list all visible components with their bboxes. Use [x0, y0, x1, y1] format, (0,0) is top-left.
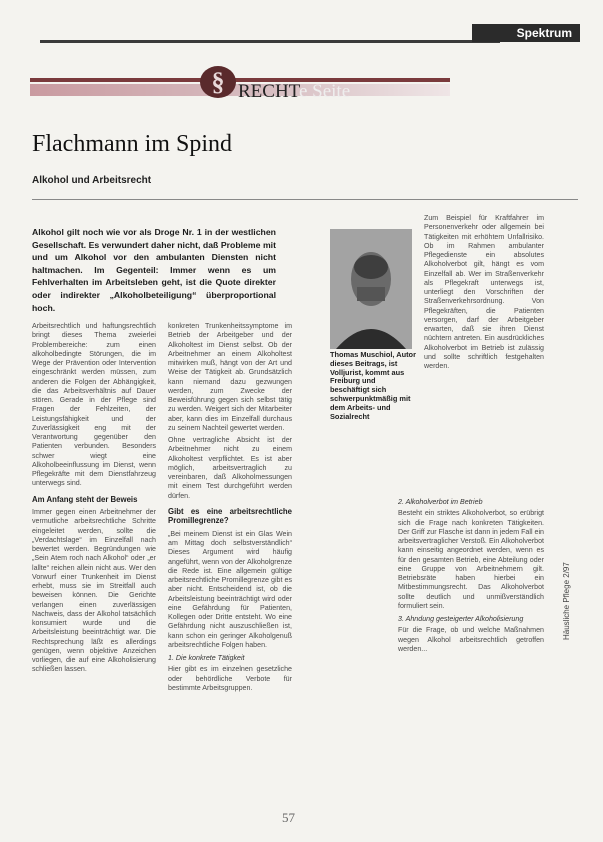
column-title-rest: e Seite — [298, 81, 351, 102]
side-credit: Häusliche Pflege 2/97 — [562, 562, 571, 640]
paragraph: konkreten Trunkenheitssymptome im Betrieb der Arbeitgeber und der Alkoholtest im Dienst selbst. Ob der Arbeitnehmer an einem Alkoholtest mitwirken muß, hängt von der Art und Weise der Tätigkeit ab. Grundsätzlich kann niemand dazu gezwungen werden, zum Zwecke der Beweisführung gegen sich selbst tätig zu werden. Weigert sich der Mitarbeiter aber, kann dies im Einzelfall durchaus zu seinem Nachteil gewertet werden. — [168, 322, 292, 432]
paragraph: Für die Frage, ob und welche Maßnahmen wegen Alkohol arbeitsrechtlich getroffen werden... — [398, 626, 544, 653]
paragraph: Zum Beispiel für Kraftfahrer im Personenverkehr oder allgemein bei Tätigkeiten mit erhöhtem Unfallrisiko. Ob im Rahmen ambulanter Pflegedienste ein absolutes Alkoholverbot gilt, hängt es vom Einzelfall ab. Wer im Straßenverkehr als Pflegekraft unterwegs ist, unterliegt den Vorschriften der Straßenverkehrsordnung. Von Pflegekräften, die Patienten versorgen, darf der Arbeitgeber erwarten, daß sie ihren Dienst nüchtern antreten. Ein ausdrückliches Alkoholverbot im Betrieb ist zulässig und sollte schriftlich festgehalten werden. — [424, 214, 544, 370]
photo-caption: Thomas Muschiol, Autor dieses Beitrags, ist Volljurist, kommt aus Freiburg und beschäftigt sich schwerpunktmäßig mit dem Arbeits- und Sozialrecht — [330, 350, 416, 421]
subsection-heading: 1. Die konkrete Tätigkeit — [168, 654, 245, 663]
article-lead: Alkohol gilt noch wie vor als Droge Nr. 1 in der westlichen Gesellschaft. Es verwundert daher nicht, daß Probleme mit und um Alkohol vor den ambulanten Diensten nicht haltmachen. Im Gegenteil: Immer wenn es um Fehlverhalten im Arbeitsleben geht, ist die Quote direkter oder indirekter „Alkoholbeteiligung“ überproportional hoch. — [32, 227, 276, 313]
author-photo — [330, 229, 412, 349]
paragraph-section-icon — [198, 64, 238, 105]
divider — [32, 199, 578, 200]
column-3-bottom — [398, 494, 544, 657]
paragraph: Immer gegen einen Arbeitnehmer der vermutliche arbeitsrechtliche Schritte eingeleitet werden, sollte die „Verdachtslage“ im Einzelfall nach bewertet werden. Begründungen wie „Sein Atem roch nach Alkohol“ oder „er lallte“ reichen allein nicht aus. Wer den Vorwurf einer Trunkenheit im Dienst erhebt, muss sie im Streitfall auch beweisen können. Die Gerichte verlangen einen zuverlässigen Nachweis, dass der Alkohol tatsächlich konsumiert wurde und die Arbeitsleistung beeinträchtigt war. Die Rechtsprechung läßt es allerdings genügen, wenn objektive Anzeichen vorliegen, die auf eine Alkoholisierung schließen lassen. — [32, 508, 156, 674]
column-title-main: RECHT — [238, 81, 299, 102]
paragraph: Ohne vertragliche Absicht ist der Arbeitnehmer nicht zu einem Alkoholtest verpflichtet. Es ist aber möglich, arbeitsvertraglich zu vereinbaren, daß Alkoholmessungen mit einem Test durchgeführt werden dürfen. — [168, 436, 292, 500]
section-heading: Am Anfang steht der Beweis — [32, 494, 138, 504]
paragraph: Hier gibt es im einzelnen gesetzliche oder behördliche Verbote für bestimmte Arbeitsgruppen. — [168, 665, 292, 692]
column-title — [238, 81, 350, 103]
column-1 — [32, 322, 156, 678]
subsection-heading: 2. Alkoholverbot im Betrieb — [398, 498, 483, 506]
paragraph: Besteht ein striktes Alkoholverbot, so erübrigt sich die Frage nach konkreten Tätigkeiten. Der Griff zur Flasche ist dann in jedem Fall ein arbeitsvertraglicher Verstoß. Ein Alkoholverbot kann einseitig angeordnet werden, wenn es für den gesamten Betrieb, eine Abteilung oder eine Gruppe von Arbeitnehmern gilt. Betriebsräte haben hierbei ein Mitbestimmungsrecht. Das Alkoholverbot sollte deutlich und unmißverständlich formuliert sein. — [398, 509, 544, 610]
article-subtitle: Alkohol und Arbeitsrecht — [32, 175, 152, 186]
page-number: 57 — [282, 810, 295, 825]
article-headline: Flachmann im Spind — [32, 131, 232, 157]
header-rule — [40, 40, 500, 43]
svg-text:§: § — [211, 67, 225, 96]
paragraph: Arbeitsrechtlich und haftungsrechtlich bringt dieses Thema zweierlei Problembereiche: zum einen alkoholbedingte Störungen, die im Wege der Prävention oder Intervention eingeschränkt werden müssen, zum anderen die Folgen der Abhängigkeit, die das Arbeitsverhältnis auf Dauer stören. Gerade in der Pflege sind Fragen der Fehlzeiten, der Leistungsfähigkeit und der Zuverlässigkeit eng mit der Verantwortung gegenüber den Patienten verbunden. Besonders schwer wiegt eine Alkoholbeeinflussung im Dienst, wenn Pflegekräfte mit dem Dienstfahrzeug unterwegs sind. — [32, 322, 156, 488]
column-3-top — [424, 214, 544, 374]
paragraph: „Bei meinem Dienst ist ein Glas Wein am Mittag doch selbstverständlich“ Dieses Argument wird häufig angeführt, wenn von der Alkoholgrenze die Rede ist. Eine allgemein gültige arbeitsrechtliche Promillegrenze gibt es aber nicht. Entscheidend ist, ob die Arbeitsleistung beeinträchtigt wird oder eine Gefährdung für Patienten, Kollegen oder Dritte entsteht. Wo eine Gefährdung nicht auszuschließen ist, kann schon ein geringer Alkoholgenuß arbeitsrechtliche Folgen haben. — [168, 529, 292, 649]
column-2 — [168, 322, 292, 696]
section-heading: Gibt es eine arbeitsrechtliche Promillegrenze? — [168, 506, 292, 526]
section-tab: Spektrum — [472, 24, 580, 42]
subsection-heading: 3. Ahndung gesteigerter Alkoholisierung — [398, 615, 524, 623]
